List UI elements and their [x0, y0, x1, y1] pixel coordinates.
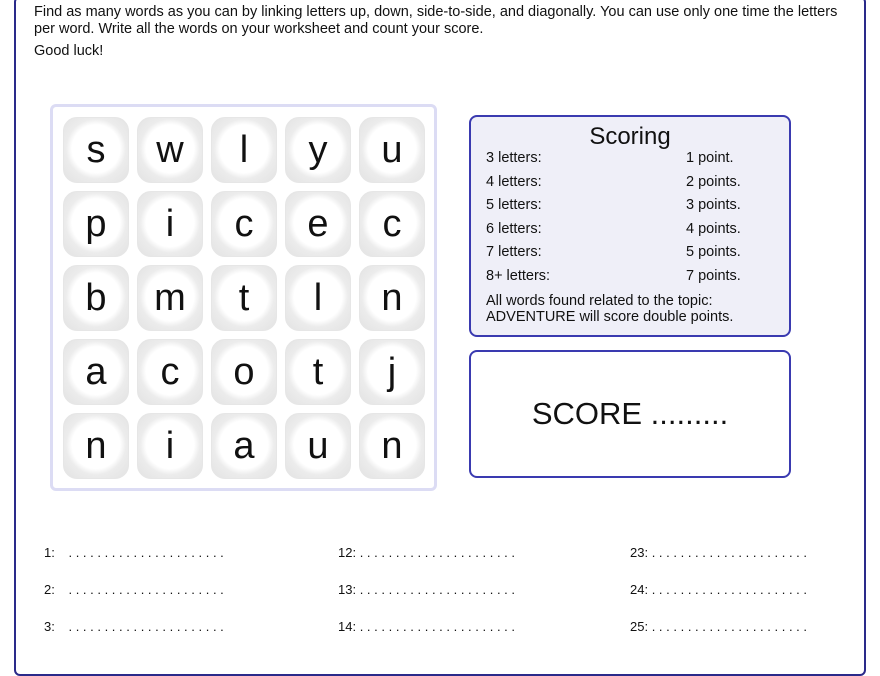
answer-number: 1: [44, 545, 55, 560]
answer-number: 12: [338, 545, 357, 560]
letter-tile[interactable]: j [359, 339, 425, 405]
letter-tile[interactable]: b [63, 265, 129, 331]
answer-dots: . . . . . . . . . . . . . . . . . . . . . . [651, 545, 808, 560]
letter-tile[interactable]: c [211, 191, 277, 257]
scoring-letters: 6 letters: [486, 221, 542, 237]
letter-tile[interactable]: n [359, 265, 425, 331]
answer-line[interactable] [44, 619, 224, 634]
letter-tile[interactable]: t [211, 265, 277, 331]
letter-tile[interactable]: o [211, 339, 277, 405]
scoring-letters: 8+ letters: [486, 268, 551, 284]
letter-grid [50, 104, 437, 491]
answer-line[interactable] [44, 582, 224, 597]
letter-tile[interactable]: a [63, 339, 129, 405]
letter-tile[interactable]: i [137, 413, 203, 479]
answer-dots: . . . . . . . . . . . . . . . . . . . . . . [359, 545, 516, 560]
letter-tile[interactable]: s [63, 117, 129, 183]
scoring-points: 3 points. [686, 197, 741, 213]
answer-line[interactable] [338, 582, 515, 597]
scoring-note-line2: ADVENTURE will score double points. [486, 309, 734, 325]
answer-number: 2: [44, 582, 55, 597]
instructions-text: Find as many words as you can by linking letters up, down, side-to-side, and diagonally. You can use only one time the letters per word. Write all the words on your worksheet and count your score. [34, 4, 838, 37]
letter-tile[interactable]: n [359, 413, 425, 479]
letter-tile[interactable]: c [359, 191, 425, 257]
answer-number: 25: [630, 619, 649, 634]
answer-number: 23: [630, 545, 649, 560]
letter-tile[interactable]: t [285, 339, 351, 405]
scoring-row [486, 197, 786, 215]
letter-tile[interactable]: e [285, 191, 351, 257]
scoring-letters: 7 letters: [486, 244, 542, 260]
answer-dots: . . . . . . . . . . . . . . . . . . . . . . [359, 582, 516, 597]
scoring-points: 7 points. [686, 268, 741, 284]
letter-tile[interactable]: l [285, 265, 351, 331]
answer-dots: . . . . . . . . . . . . . . . . . . . . . . [651, 582, 808, 597]
letter-tile[interactable]: w [137, 117, 203, 183]
scoring-row [486, 244, 786, 262]
answer-line[interactable] [630, 582, 807, 597]
answer-line[interactable] [338, 545, 515, 560]
answer-dots: . . . . . . . . . . . . . . . . . . . . . . [359, 619, 516, 634]
scoring-row [486, 150, 786, 168]
answer-line[interactable] [630, 545, 807, 560]
answer-number: 13: [338, 582, 357, 597]
scoring-panel [469, 115, 791, 337]
letter-tile[interactable]: p [63, 191, 129, 257]
scoring-letters: 4 letters: [486, 174, 542, 190]
letter-tile[interactable]: u [359, 117, 425, 183]
scoring-row [486, 221, 786, 239]
letter-tile[interactable]: c [137, 339, 203, 405]
letter-tile[interactable]: m [137, 265, 203, 331]
scoring-points: 4 points. [686, 221, 741, 237]
letter-tile[interactable]: n [63, 413, 129, 479]
answer-line[interactable] [44, 545, 224, 560]
scoring-points: 1 point. [686, 150, 734, 166]
scoring-row [486, 174, 786, 192]
scoring-row [486, 268, 786, 286]
scoring-note-line1: All words found related to the topic: [486, 293, 713, 309]
scoring-points: 2 points. [686, 174, 741, 190]
letter-tile[interactable]: l [211, 117, 277, 183]
letter-tile[interactable]: y [285, 117, 351, 183]
answer-dots: . . . . . . . . . . . . . . . . . . . . . . [68, 619, 224, 634]
scoring-letters: 3 letters: [486, 150, 542, 166]
score-box[interactable]: SCORE ......... [469, 350, 791, 478]
answer-line[interactable] [630, 619, 807, 634]
answer-number: 14: [338, 619, 357, 634]
good-luck-text: Good luck! [34, 43, 104, 59]
answer-line[interactable] [338, 619, 515, 634]
answer-number: 3: [44, 619, 55, 634]
letter-tile[interactable]: i [137, 191, 203, 257]
answer-number: 24: [630, 582, 649, 597]
answer-dots: . . . . . . . . . . . . . . . . . . . . . . [651, 619, 808, 634]
answer-dots: . . . . . . . . . . . . . . . . . . . . . . [68, 545, 224, 560]
scoring-points: 5 points. [686, 244, 741, 260]
scoring-letters: 5 letters: [486, 197, 542, 213]
letter-tile[interactable]: a [211, 413, 277, 479]
scoring-note [486, 293, 786, 325]
scoring-title: Scoring [589, 123, 671, 150]
answer-dots: . . . . . . . . . . . . . . . . . . . . . . [68, 582, 224, 597]
letter-tile[interactable]: u [285, 413, 351, 479]
